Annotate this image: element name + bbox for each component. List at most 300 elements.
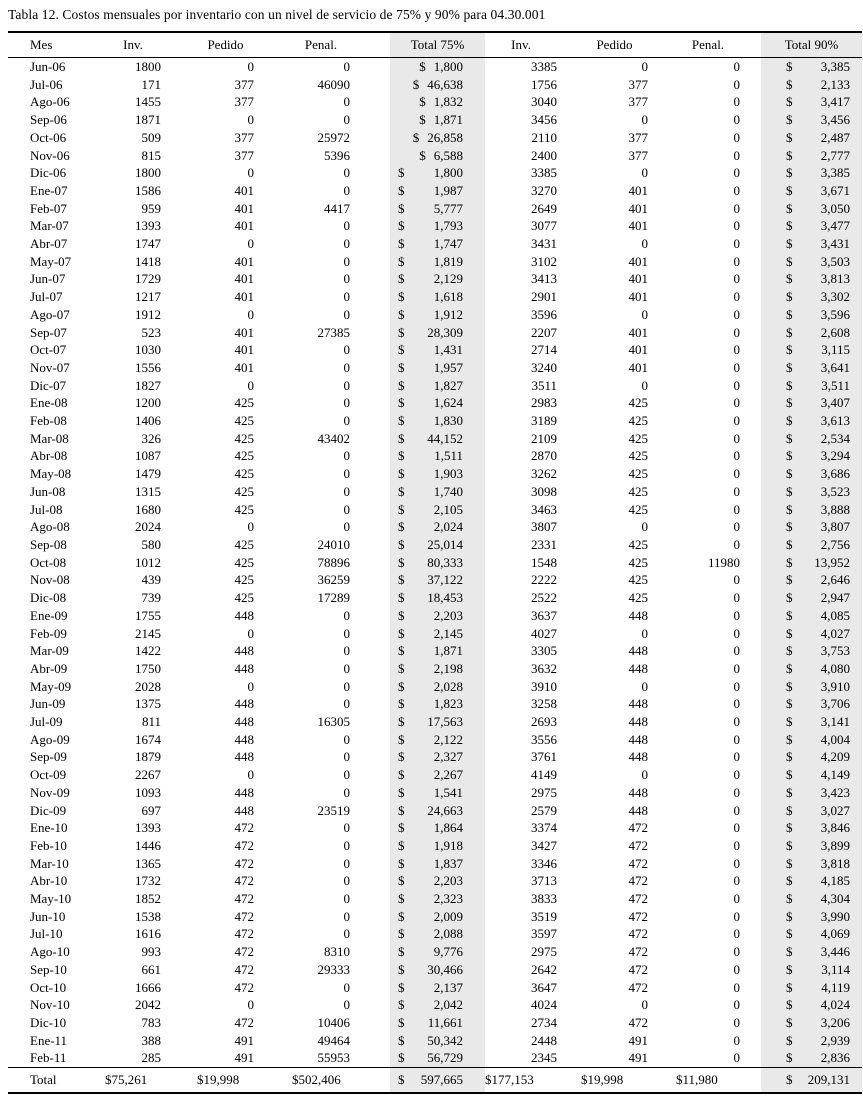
cell-penal-90: 0 [733, 200, 740, 216]
amount: 3,511 [821, 377, 850, 393]
cell-penal-75: 0 [343, 359, 350, 375]
cell-penal-75: 0 [343, 997, 350, 1013]
cell-inv-90: 2448 [531, 1032, 557, 1048]
cell-total-75 [390, 855, 485, 873]
currency-symbol: $ [786, 448, 793, 464]
cell-penal-90: 0 [733, 696, 740, 712]
amount: 11,661 [427, 1014, 463, 1030]
currency-cell-content [786, 1032, 850, 1050]
currency-symbol: $ [786, 218, 793, 234]
cell-pedido-90: 472 [628, 944, 648, 960]
cell-total-90 [761, 1032, 862, 1050]
currency-symbol: $ [419, 94, 426, 110]
cell-pedido-75: 0 [247, 112, 254, 128]
currency-cell-content [786, 925, 850, 943]
currency-cell-content [786, 1068, 850, 1092]
cell-month: Sep-07 [30, 324, 67, 340]
cell-pedido-75: 401 [234, 289, 254, 305]
cell-pedido-75: 472 [234, 908, 254, 924]
cell-penal-75: 0 [343, 342, 350, 358]
currency-symbol: $ [786, 802, 793, 818]
cell-total-75 [390, 412, 485, 430]
cell-total-75 [390, 447, 485, 465]
amount: 2,105 [433, 501, 463, 517]
currency-symbol: $ [398, 200, 405, 216]
currency-cell-content [398, 377, 463, 395]
amount: 2,009 [433, 908, 463, 924]
cell-pedido-75: 472 [234, 820, 254, 836]
currency-symbol: $ [398, 961, 405, 977]
cell-total-75 [390, 996, 485, 1014]
amount: 2,777 [820, 147, 850, 163]
table-row [8, 996, 862, 1014]
currency-symbol: $ [786, 289, 793, 305]
table-row [8, 377, 862, 395]
amount: 3,888 [820, 501, 850, 517]
currency-symbol: $ [786, 855, 793, 871]
cell-penal-75: 0 [343, 271, 350, 287]
cell-total-90 [761, 430, 862, 448]
cell-total-90 [761, 642, 862, 660]
cell-penal-90: 0 [733, 536, 740, 552]
cell-month: Jul-10 [30, 926, 63, 942]
amount: 80,333 [427, 554, 463, 570]
cell-total-75 [390, 235, 485, 253]
cell-penal-75: 0 [343, 731, 350, 747]
amount: 1,837 [433, 855, 463, 871]
amount: 3,114 [821, 961, 850, 977]
amount: 1,827 [433, 377, 463, 393]
cell-month: Ago-10 [30, 944, 70, 960]
cell-inv-90: 3632 [531, 660, 557, 676]
amount: 1,747 [433, 236, 463, 252]
currency-cell-content [398, 306, 463, 324]
currency-symbol: $ [786, 767, 793, 783]
currency-symbol: $ [398, 182, 405, 198]
currency-symbol: $ [786, 1032, 793, 1048]
cell-inv-75: 1030 [135, 342, 161, 358]
cell-inv-75: 285 [141, 1050, 161, 1066]
currency-symbol: $ [398, 430, 405, 446]
cell-total-75 [390, 1049, 485, 1067]
amount: 1,987 [433, 182, 463, 198]
cell-inv-75: 1729 [135, 271, 161, 287]
amount: 3,706 [820, 696, 850, 712]
currency-cell-content [398, 501, 463, 519]
cell-total-75 [390, 483, 485, 501]
currency-symbol: $ [786, 643, 793, 659]
cell-pedido-90: 0 [641, 678, 648, 694]
cell-inv-75: 1418 [135, 253, 161, 269]
amount: 3,050 [820, 200, 850, 216]
amount: 3,523 [820, 483, 850, 499]
cell-pedido-75: 448 [234, 660, 254, 676]
cell-inv-90: 2693 [531, 714, 557, 730]
cell-penal-75: 0 [343, 625, 350, 641]
table-row [8, 93, 862, 111]
currency-symbol: $ [398, 660, 405, 676]
cell-pedido-75: 425 [234, 501, 254, 517]
cell-pedido-90: 448 [628, 643, 648, 659]
cell-inv-90: 2109 [531, 430, 557, 446]
amount: 1,800 [433, 165, 463, 181]
cell-inv-75: 1800 [135, 165, 161, 181]
currency-symbol: $ [398, 625, 405, 641]
amount: 2,145 [433, 625, 463, 641]
cell-total-90 [761, 890, 862, 908]
cell-penal-90: 0 [733, 837, 740, 853]
currency-cell-content [398, 837, 463, 855]
amount: 3,417 [820, 94, 850, 110]
cell-penal-90: 0 [733, 944, 740, 960]
cell-penal-90: 0 [733, 359, 740, 375]
cell-inv-75: 783 [141, 1014, 161, 1030]
cell-penal-90: 0 [733, 1032, 740, 1048]
currency-cell-content [786, 748, 850, 766]
cell-penal-90: 0 [733, 236, 740, 252]
currency-cell-content [398, 855, 463, 873]
table-row [8, 660, 862, 678]
amount: 4,069 [820, 926, 850, 942]
currency-symbol: $ [786, 324, 793, 340]
currency-symbol: $ [398, 979, 405, 995]
cell-total-75 [390, 164, 485, 182]
cell-inv-75: 1879 [135, 749, 161, 765]
cell-month: Sep-08 [30, 536, 67, 552]
cell-total-90 [761, 270, 862, 288]
cell-total-90 [761, 1049, 862, 1067]
cell-pedido-75: 425 [234, 483, 254, 499]
cell-month: Oct-08 [30, 554, 67, 570]
cell-inv-90: 3305 [531, 643, 557, 659]
cell-total-75 [390, 1032, 485, 1050]
cell-inv-75-total: $75,261 [105, 1068, 197, 1094]
cell-inv-75: 1732 [135, 873, 161, 889]
currency-cell-content [398, 802, 463, 820]
cell-penal-75: 0 [343, 660, 350, 676]
cell-inv-75: 1871 [135, 112, 161, 128]
currency-symbol: $ [398, 891, 405, 907]
currency-symbol: $ [786, 784, 793, 800]
currency-cell-content [398, 979, 463, 997]
cell-penal-75: 0 [343, 643, 350, 659]
cell-penal-75: 0 [343, 289, 350, 305]
cell-pedido-75: 401 [234, 182, 254, 198]
cell-inv-90: 2901 [531, 289, 557, 305]
currency-symbol: $ [786, 820, 793, 836]
cell-penal-90: 0 [733, 802, 740, 818]
amount: 17,563 [427, 714, 463, 730]
currency-cell-content [786, 571, 850, 589]
cell-penal-90: 0 [733, 997, 740, 1013]
amount: 2,323 [433, 891, 463, 907]
cell-month: Abr-10 [30, 873, 68, 889]
currency-symbol: $ [786, 536, 793, 552]
table-row [8, 961, 862, 979]
cell-penal-90: 0 [733, 59, 740, 74]
cell-inv-90: 2400 [531, 147, 557, 163]
amount: 209,131 [807, 1072, 850, 1088]
cell-pedido-90: 401 [628, 218, 648, 234]
cell-penal-75: 16305 [317, 714, 350, 730]
cell-penal-75: 0 [343, 59, 350, 74]
cell-penal-75: 23519 [317, 802, 350, 818]
cell-total-75 [390, 695, 485, 713]
amount: 1,864 [433, 820, 463, 836]
cell-month: Feb-09 [30, 625, 67, 641]
cell-total-90 [761, 501, 862, 519]
cell-penal-90: 0 [733, 129, 740, 145]
amount: 2,133 [820, 76, 850, 92]
currency-cell-content [786, 731, 850, 749]
currency-cell-content [786, 908, 850, 926]
currency-symbol: $ [786, 714, 793, 730]
cell-pedido-90: 448 [628, 784, 648, 800]
cell-total-90 [761, 217, 862, 235]
cell-total-75 [390, 571, 485, 589]
amount: 1,832 [433, 94, 463, 110]
currency-symbol: $ [786, 554, 793, 570]
table-row [8, 855, 862, 873]
table-row [8, 111, 862, 129]
cell-total-90 [761, 483, 862, 501]
cell-penal-75: 0 [343, 236, 350, 252]
currency-cell-content [786, 695, 850, 713]
cell-total-90 [761, 377, 862, 395]
cell-penal-75: 0 [343, 908, 350, 924]
table-row [8, 554, 862, 572]
cell-pedido-75: 472 [234, 944, 254, 960]
cell-inv-75: 2267 [135, 767, 161, 783]
currency-cell-content [786, 996, 850, 1014]
cell-total-90 [761, 288, 862, 306]
currency-symbol: $ [398, 767, 405, 783]
currency-symbol: $ [786, 430, 793, 446]
currency-symbol: $ [398, 289, 405, 305]
cell-month: Jun-10 [30, 908, 66, 924]
amount: 1,819 [433, 253, 463, 269]
currency-cell-content [786, 678, 850, 696]
cell-inv-75: 1852 [135, 891, 161, 907]
currency-cell-content [398, 129, 463, 147]
amount: 3,846 [820, 820, 850, 836]
cell-penal-75: 0 [343, 306, 350, 322]
currency-cell-content [786, 111, 850, 129]
cell-inv-75: 1455 [135, 94, 161, 110]
cell-pedido-75: 0 [247, 377, 254, 393]
cell-month: Abr-09 [30, 660, 68, 676]
table-caption: Tabla 12. Costos mensuales por inventario con un nivel de servicio de 75% y 90% para 04.30.001 [8, 7, 546, 22]
cell-total-90 [761, 925, 862, 943]
amount: 3,407 [820, 395, 850, 411]
cell-month: Sep-09 [30, 749, 67, 765]
cell-penal-90: 0 [733, 76, 740, 92]
cell-month: Oct-07 [30, 342, 67, 358]
cell-total-90 [761, 571, 862, 589]
table-footer [8, 1068, 862, 1094]
amount: 2,203 [433, 607, 463, 623]
currency-symbol: $ [786, 112, 793, 128]
cell-pedido-75: 448 [234, 731, 254, 747]
cell-inv-90: 3596 [531, 306, 557, 322]
cell-total-75 [390, 589, 485, 607]
currency-symbol: $ [398, 236, 405, 252]
table-row [8, 235, 862, 253]
cell-penal-75: 0 [343, 979, 350, 995]
currency-symbol: $ [786, 413, 793, 429]
cell-total-75-total [390, 1068, 485, 1094]
cell-pedido-90: 0 [641, 767, 648, 783]
cell-total-75 [390, 660, 485, 678]
cell-pedido-90: 472 [628, 908, 648, 924]
amount: 3,818 [820, 855, 850, 871]
cell-pedido-75: 0 [247, 997, 254, 1013]
currency-symbol: $ [786, 359, 793, 375]
cell-inv-75: 959 [141, 200, 161, 216]
amount: 3,206 [820, 1014, 850, 1030]
cell-inv-90: 2983 [531, 395, 557, 411]
table-row [8, 678, 862, 696]
amount: 3,027 [820, 802, 850, 818]
currency-cell-content [786, 890, 850, 908]
cell-total-75 [390, 890, 485, 908]
currency-symbol: $ [419, 59, 426, 74]
cell-penal-90: 0 [733, 714, 740, 730]
cell-pedido-75: 448 [234, 749, 254, 765]
amount: 4,119 [821, 979, 850, 995]
amount: 3,671 [820, 182, 850, 198]
cell-pedido-75: 448 [234, 643, 254, 659]
amount: 597,665 [420, 1072, 463, 1088]
cell-total-90 [761, 589, 862, 607]
cell-inv-75: 509 [141, 129, 161, 145]
currency-symbol: $ [786, 165, 793, 181]
currency-symbol: $ [786, 873, 793, 889]
currency-cell-content [398, 147, 463, 165]
cell-total-75 [390, 288, 485, 306]
cell-pedido-75: 401 [234, 200, 254, 216]
cell-month: Jul-08 [30, 501, 63, 517]
amount: 2,487 [820, 129, 850, 145]
cell-inv-90: 3556 [531, 731, 557, 747]
amount: 56,729 [427, 1050, 463, 1066]
cell-total-75 [390, 341, 485, 359]
cell-pedido-75: 401 [234, 253, 254, 269]
currency-symbol: $ [398, 873, 405, 889]
currency-symbol: $ [786, 908, 793, 924]
cell-total-90 [761, 731, 862, 749]
cell-inv-90: 3385 [531, 59, 557, 74]
cell-pedido-75: 448 [234, 607, 254, 623]
cell-inv-75: 1406 [135, 413, 161, 429]
cell-inv-90: 4027 [531, 625, 557, 641]
currency-cell-content [398, 465, 463, 483]
cell-penal-75: 27385 [317, 324, 350, 340]
amount: 3,446 [820, 944, 850, 960]
cell-total-75 [390, 943, 485, 961]
cell-total-75 [390, 147, 485, 165]
cell-pedido-75: 425 [234, 466, 254, 482]
currency-cell-content [398, 589, 463, 607]
amount: 1,830 [433, 413, 463, 429]
cell-penal-75: 0 [343, 466, 350, 482]
currency-symbol: $ [398, 519, 405, 535]
cell-penal-90: 0 [733, 590, 740, 606]
amount: 37,122 [427, 572, 463, 588]
cell-penal-75: 0 [343, 891, 350, 907]
currency-cell-content [398, 483, 463, 501]
currency-symbol: $ [786, 607, 793, 623]
column-header: Inv. [485, 32, 581, 58]
cell-penal-90: 0 [733, 147, 740, 163]
cell-month: Dic-10 [30, 1014, 67, 1030]
currency-symbol: $ [398, 342, 405, 358]
cell-month: Oct-10 [30, 979, 67, 995]
currency-symbol: $ [398, 643, 405, 659]
column-header: Pedido [197, 32, 292, 58]
cell-penal-90: 0 [733, 501, 740, 517]
amount: 4,004 [820, 731, 850, 747]
cell-total-75 [390, 802, 485, 820]
currency-cell-content [398, 288, 463, 306]
currency-symbol: $ [786, 678, 793, 694]
cell-penal-90: 0 [733, 519, 740, 535]
cell-month: Ene-11 [30, 1032, 68, 1048]
currency-symbol: $ [786, 837, 793, 853]
cell-inv-90: 3040 [531, 94, 557, 110]
cell-penal-90: 0 [733, 306, 740, 322]
cell-inv-90: 2345 [531, 1050, 557, 1066]
cell-penal-90: 0 [733, 873, 740, 889]
currency-symbol: $ [786, 519, 793, 535]
table-row [8, 129, 862, 147]
table-row [8, 802, 862, 820]
amount: 2,198 [433, 660, 463, 676]
amount: 1,431 [433, 342, 463, 358]
cell-inv-75: 815 [141, 147, 161, 163]
currency-cell-content [398, 536, 463, 554]
currency-cell-content [398, 943, 463, 961]
cell-month: Ago-08 [30, 519, 70, 535]
currency-symbol: $ [398, 1014, 405, 1030]
currency-cell-content [786, 324, 850, 342]
cell-pedido-90: 0 [641, 236, 648, 252]
cell-inv-90: 3519 [531, 908, 557, 924]
table-row [8, 483, 862, 501]
cell-pedido-75: 0 [247, 678, 254, 694]
cell-penal-90: 0 [733, 678, 740, 694]
cell-penal-90: 0 [733, 165, 740, 181]
currency-cell-content [786, 182, 850, 200]
currency-cell-content [398, 93, 463, 111]
cell-inv-75: 1446 [135, 837, 161, 853]
cell-month: Jul-09 [30, 714, 63, 730]
cell-penal-75: 0 [343, 501, 350, 517]
cell-month: Ene-09 [30, 607, 68, 623]
table-row [8, 943, 862, 961]
cell-month: Dic-07 [30, 377, 67, 393]
cell-pedido-75: 377 [234, 147, 254, 163]
amount: 3,753 [820, 643, 850, 659]
cell-penal-75: 0 [343, 873, 350, 889]
cell-pedido-90: 472 [628, 891, 648, 907]
cell-month: Ago-09 [30, 731, 70, 747]
cell-penal-90: 0 [733, 625, 740, 641]
cell-inv-75: 2024 [135, 519, 161, 535]
cell-month: Abr-08 [30, 448, 68, 464]
table-row [8, 536, 862, 554]
table-row [8, 270, 862, 288]
